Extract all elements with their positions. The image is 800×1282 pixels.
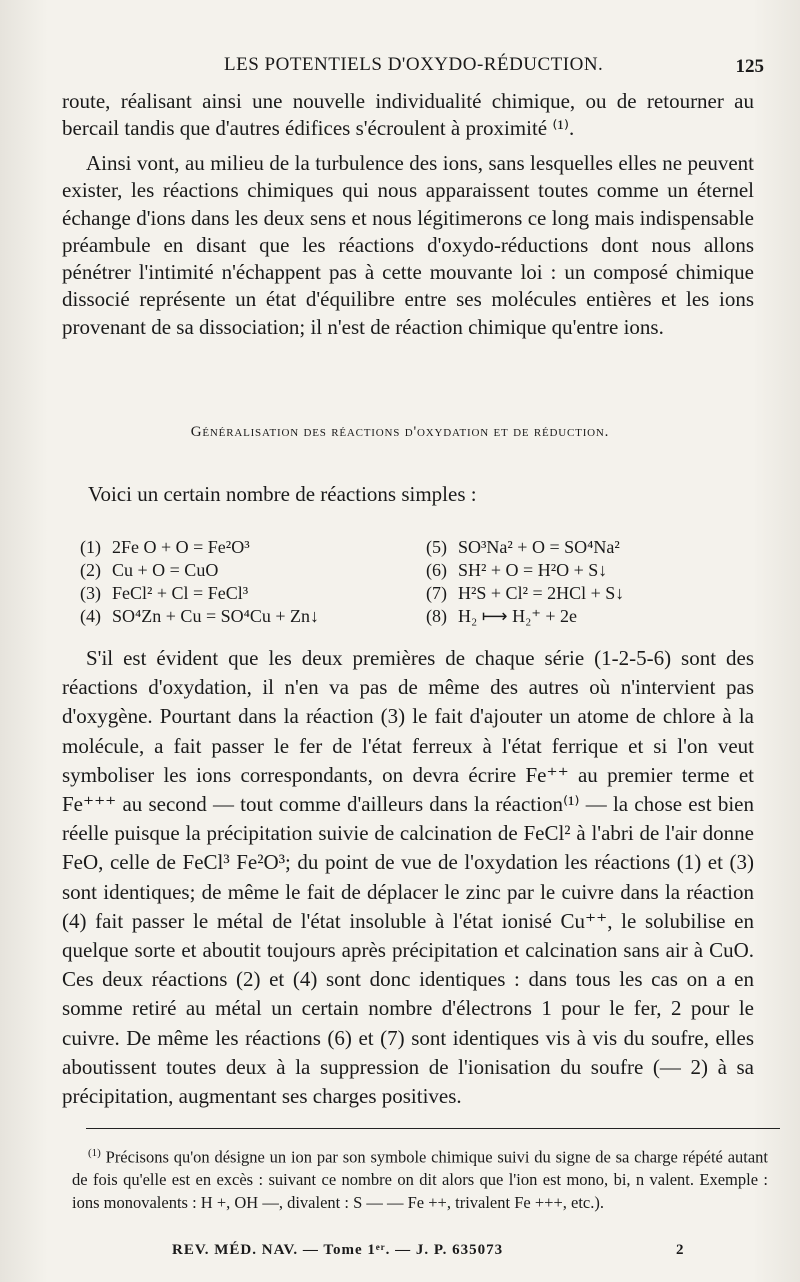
running-head — [0, 54, 800, 84]
reaction-number: (7) — [426, 583, 447, 603]
reaction-row — [80, 536, 250, 559]
reaction-row — [426, 559, 607, 582]
page-number: 125 — [735, 56, 764, 77]
reaction-number: (3) — [80, 583, 101, 603]
printer-line — [0, 1242, 800, 1264]
footnote — [72, 1142, 768, 1214]
paragraph-analysis: S'il est évident que les deux premières de chaque série (1-2-5-6) sont des réactions d'oxydation, il n'en va pas de même des autres où n'intervient pas d'oxygène. Pourtant dans la réaction (3) le fait d'ajouter un atome de chlore à la molécule, a fait passer le fer de l'état ferreux à l'état ferrique et si l'on veut symboliser les ions correspondants, on devra écrire Fe⁺⁺ au premier terme et Fe⁺⁺⁺ au second — tout comme d'ailleurs dans la réaction⁽¹⁾ — la chose est bien réelle puisque la précipitation suivie de calcination de FeCl² à l'abri de l'air donne FeO, celle de FeCl³ Fe²O³; du point de vue de l'oxydation les réactions (1) et (3) sont identiques; de même le fait de déplacer le zinc par le cuivre dans la réaction (4) fait passer le métal de l'état insoluble à l'état ionisé Cu⁺⁺, le solubilise en quelque sorte et aboutit toujours après précipitation et calcination sans air à CuO. Ces deux réactions (2) et (4) sont donc identiques : dans tous les cas on a en somme retiré au métal un certain nombre d'électrons 1 pour le fer, 2 pour le cuivre. De même les réactions (6) et (7) sont identiques vis à vis du soufre, elles aboutissent toutes deux à la suppression de l'ionisation du soufre (— 2) à sa précipitation, augmentant ses charges positives. — [62, 646, 754, 1109]
running-title: LES POTENTIELS D'OXYDO-RÉDUCTION. — [224, 54, 604, 75]
reaction-row — [80, 559, 218, 582]
paragraph-continued: route, réalisant ainsi une nouvelle individualité chimique, ou de retourner au bercail tandis que d'autres édifices s'écroulent à proximité ⁽¹⁾. — [62, 89, 754, 141]
reaction-row — [80, 605, 319, 628]
reaction-number: (6) — [426, 560, 447, 580]
signature-mark: 2 — [676, 1242, 684, 1258]
reaction-equation: FeCl² + Cl = FeCl³ — [112, 583, 249, 603]
reaction-number: (5) — [426, 537, 447, 557]
reaction-equation: H₂ ⟼ H₂⁺ + 2e — [458, 606, 577, 626]
reaction-number: (1) — [80, 537, 101, 557]
footnote-divider — [86, 1128, 780, 1129]
section-heading: Généralisation des réactions d'oxydation et de réduction. — [190, 424, 610, 440]
reaction-row — [426, 582, 624, 605]
reaction-row — [426, 605, 577, 628]
reaction-equation: H²S + Cl² = 2HCl + S↓ — [458, 583, 625, 603]
reaction-equation: SH² + O = H²O + S↓ — [458, 560, 608, 580]
paragraph-ions: Ainsi vont, au milieu de la turbulence des ions, sans lesquelles elles ne peuvent exister, les réactions chimiques qui nous apparaissent toutes comme un éternel échange d'ions dans les deux sens et nous légitimerons ce long mais indispensable préambule en disant que les réactions d'oxydo-réductions dont nous allons pénétrer l'intimité n'échappent pas à cette mouvante loi : un composé chimique dissocié représente un état d'équilibre entre ses molécules entières et les ions provenant de sa dissociation; il n'est de réaction chimique qu'entre ions. — [62, 151, 754, 339]
reaction-equation: Cu + O = CuO — [112, 560, 219, 580]
reaction-equation: SO³Na² + O = SO⁴Na² — [458, 537, 620, 557]
reaction-equation: 2Fe O + O = Fe²O³ — [112, 537, 250, 557]
journal-reference: REV. MÉD. NAV. — Tome 1ᵉʳ. — J. P. 635073 — [172, 1242, 504, 1258]
reaction-equation: SO⁴Zn + Cu = SO⁴Cu + Zn↓ — [112, 606, 320, 626]
reaction-number: (4) — [80, 606, 101, 626]
reaction-row — [80, 582, 248, 605]
footnote-text: Précisons qu'on désigne un ion par son symbole chimique suivi du signe de sa charge répété autant de fois qu'elle est en excès : suivant ce nombre on dit alors que l'ion est mono, bi, n valent. Exemple : ions monovalents : H +, OH —, divalent : S — — Fe ++, trivalent Fe +++, etc.). — [72, 1147, 769, 1212]
reaction-row — [426, 536, 620, 559]
reaction-number: (8) — [426, 606, 447, 626]
reaction-number: (2) — [80, 560, 101, 580]
footnote-mark: (1) — [88, 1147, 101, 1159]
reactions-intro: Voici un certain nombre de réactions simples : — [88, 482, 477, 506]
